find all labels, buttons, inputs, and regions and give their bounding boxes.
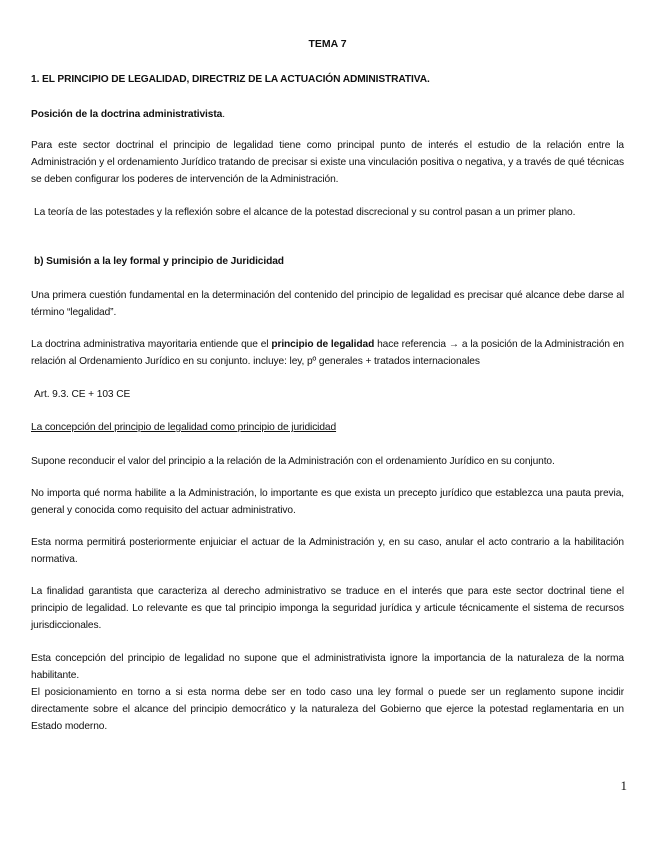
subheading-legal-submission: b) Sumisión a la ley formal y principio de Juridicidad	[34, 256, 284, 267]
paragraph-5: Supone reconducir el valor del principio a la relación de la Administración con el ordenamiento Jurídico en su conjunto.	[31, 456, 555, 467]
paragraph-6: No importa qué norma habilite a la Administración, lo importante es que exista un precepto jurídico que establezca una pauta previa, general y conocida como requisito del actuar administrativo.	[31, 488, 624, 516]
paragraph-9: Esta concepción del principio de legalidad no supone que el administrativista ignore la importancia de la naturaleza de la norma habilitante.	[31, 653, 624, 681]
paragraph-3: Una primera cuestión fundamental en la determinación del contenido del principio de legalidad es precisar qué alcance debe darse al término “legalidad”.	[31, 290, 624, 318]
paragraph-8: La finalidad garantista que caracteriza al derecho administrativo se traduce en el interés que para este sector doctrinal tiene el principio de legalidad. Lo relevante es que tal principio imponga la seguridad jurídica y articule técnicamente el sistema de recursos jurisdiccionales.	[31, 586, 624, 631]
paragraph-7: Esta norma permitirá posteriormente enjuiciar el actuar de la Administración y, en su caso, anular el acto contrario a la habilitación normativa.	[31, 537, 624, 565]
paragraph-4-pre: La doctrina administrativa mayoritaria entiende que el	[31, 339, 272, 350]
subheading-doctrine	[31, 106, 624, 123]
underlined-heading: La concepción del principio de legalidad como principio de juridicidad	[31, 422, 337, 433]
article-reference: Art. 9.3. CE + 103 CE	[34, 389, 131, 400]
paragraph-4-bold: principio de legalidad	[271, 339, 375, 350]
page-title: TEMA 7	[308, 38, 347, 50]
page-number: 1	[620, 778, 627, 793]
subheading-doctrine-bold: Posición de la doctrina administrativista	[31, 109, 223, 120]
paragraph-10: El posicionamiento en torno a si esta norma debe ser en todo caso una ley formal o puede ser un reglamento supone incidir directamente sobre el alcance del principio democrático y la naturaleza del Gobierno que ejerce la potestad reglamentaria en un Estado moderno.	[31, 687, 624, 732]
paragraph-4-post: hace referencia → a la posición de la Administración en relación al Ordenamiento Jurídico en su conjunto. incluye: ley, pº generales + tratados internacionales	[31, 339, 624, 367]
paragraph-2: La teoría de las potestades y la reflexión sobre el alcance de la potestad discrecional y su control pasan a un primer plano.	[34, 207, 576, 218]
paragraph-1: Para este sector doctrinal el principio de legalidad tiene como principal punto de interés el estudio de la relación entre la Administración y el ordenamiento Jurídico tratando de precisar si existe una vinculación positiva o negativa, y a través de qué técnicas se deben configurar los poderes de intervención de la Administración.	[31, 140, 624, 185]
paragraph-4	[31, 336, 624, 370]
subheading-doctrine-tail: .	[222, 109, 225, 120]
section-heading: 1. EL PRINCIPIO DE LEGALIDAD, DIRECTRIZ DE LA ACTUACIÓN ADMINISTRATIVA.	[31, 74, 430, 85]
